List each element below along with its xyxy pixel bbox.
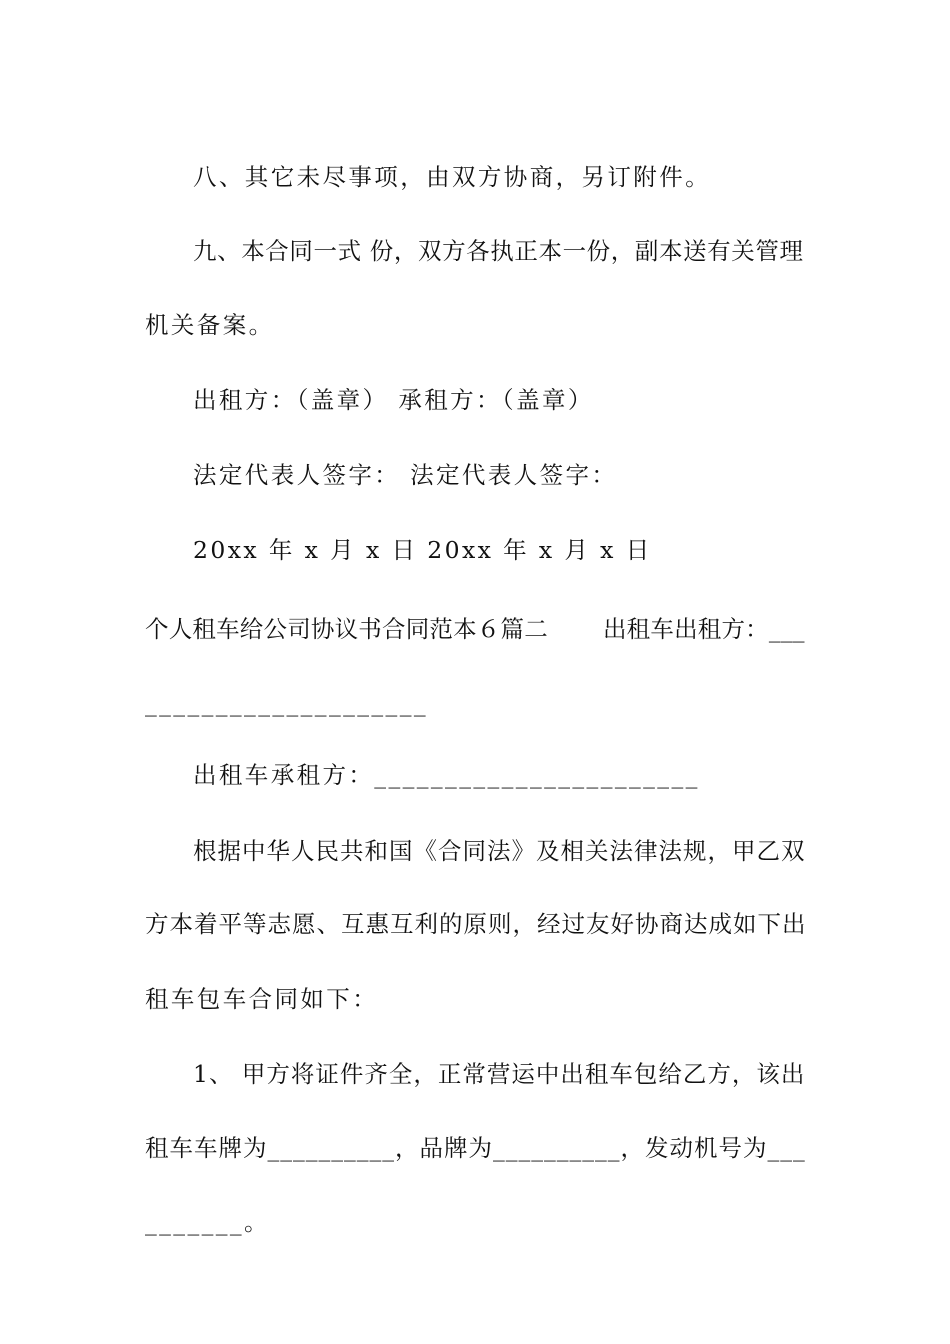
paragraph-basis: 根据中华人民共和国《合同法》及相关法律法规，甲乙双 xyxy=(193,836,806,865)
signature-date-line: 20xx 年 x 月 x 日 20xx 年 x 月 x 日 xyxy=(193,535,652,564)
paragraph-item-1: 1、 甲方将证件齐全，正常营运中出租车包给乙方，该出 xyxy=(193,1059,806,1088)
signature-representative-line: 法定代表人签字： 法定代表人签字： xyxy=(193,460,618,489)
paragraph-basis-cont-2: 租车包车合同如下： xyxy=(145,984,379,1013)
paragraph-item-1-cont: 租车车牌为__________，品牌为__________，发动机号为___ xyxy=(145,1133,806,1162)
section-title-lessor: 个人租车给公司协议书合同范本６篇二 出租车出租方：___ xyxy=(145,614,805,643)
paragraph-item-1-end: _______。 xyxy=(145,1207,270,1236)
paragraph-clause-9-cont: 机关备案。 xyxy=(145,310,275,339)
paragraph-clause-8: 八、其它未尽事项，由双方协商，另订附件。 xyxy=(193,162,711,191)
lessor-blank-cont: ____________________ xyxy=(145,688,428,717)
signature-seal-line: 出租方：（盖章） 承租方：（盖章） xyxy=(193,385,594,414)
paragraph-basis-cont-1: 方本着平等志愿、互惠互利的原则，经过友好协商达成如下出 xyxy=(145,909,807,938)
paragraph-clause-9: 九、本合同一式 份，双方各执正本一份，副本送有关管理 xyxy=(193,236,804,265)
lessee-line: 出租车承租方：_______________________ xyxy=(193,760,700,789)
